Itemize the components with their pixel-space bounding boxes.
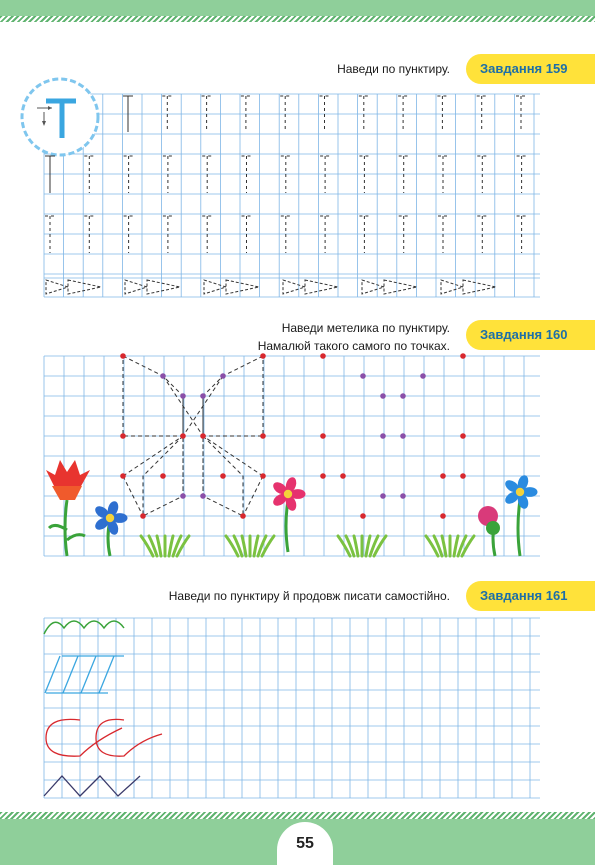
dot-to-connect [340, 473, 346, 479]
dashed-arrow [384, 280, 417, 294]
flower-center [106, 514, 114, 522]
thistle-base [486, 521, 500, 535]
dashed-arrow [46, 280, 68, 294]
dot-to-connect [320, 473, 326, 479]
dot-to-connect [380, 493, 386, 499]
slant-line [63, 656, 78, 693]
dot-to-connect [320, 353, 326, 359]
butterfly-dot [180, 493, 186, 499]
flower-center [516, 488, 524, 496]
task-160-instruction-line1: Наведи метелика по пунктиру. [281, 321, 450, 335]
flower-center [284, 490, 292, 498]
task-159-badge: Завдання 159 [466, 54, 595, 84]
dot-to-connect [420, 373, 426, 379]
slant-line [81, 656, 96, 693]
task-161-instruction: Наведи по пунктиру й продовж писати самостійно. [168, 589, 450, 603]
dot-to-connect [360, 373, 366, 379]
tulip-head [46, 460, 90, 488]
flower-stem [518, 500, 520, 556]
task-160-instruction-line2: Намалюй такого самого по точках. [257, 339, 450, 353]
butterfly-dot [160, 373, 166, 379]
task-161-badge: Завдання 161 [466, 581, 595, 611]
slant-line [99, 656, 114, 693]
letter-card [22, 79, 98, 155]
butterfly-dot [260, 353, 266, 359]
butterfly-dot [200, 393, 206, 399]
grass [169, 536, 173, 556]
dashed-arrows [46, 280, 496, 294]
dot-to-connect [400, 393, 406, 399]
wave-pattern [44, 621, 124, 634]
task-159-instruction: Наведи по пунктиру. [337, 62, 450, 76]
grass [454, 536, 458, 556]
butterfly-dot [200, 493, 206, 499]
grass [354, 536, 358, 556]
bottom-hatch [0, 812, 595, 819]
loop-pattern [46, 719, 122, 756]
dashed-arrow [226, 280, 259, 294]
butterfly-dot [200, 433, 206, 439]
butterfly-dot [180, 433, 186, 439]
grass [254, 536, 258, 556]
butterfly-dot [160, 473, 166, 479]
dashed-arrow [441, 280, 463, 294]
dot-to-connect [400, 433, 406, 439]
dashed-arrow [283, 280, 305, 294]
grass [366, 536, 370, 556]
dot-to-connect [380, 393, 386, 399]
dot-to-connect [460, 473, 466, 479]
butterfly-dot [220, 473, 226, 479]
zigzag-pattern [44, 776, 140, 796]
butterfly-dot [120, 473, 126, 479]
slant-line [45, 656, 60, 693]
page-number: 55 [277, 822, 333, 868]
task-160-badge: Завдання 160 [466, 320, 595, 350]
tulip-base [52, 486, 82, 500]
butterfly-dot [260, 433, 266, 439]
dot-to-connect [320, 433, 326, 439]
dot-to-connect [440, 513, 446, 519]
dashed-arrow [362, 280, 384, 294]
dot-to-connect [460, 433, 466, 439]
dot-to-connect [380, 433, 386, 439]
butterfly-dot [220, 373, 226, 379]
dot-to-connect [400, 493, 406, 499]
grass [242, 536, 246, 556]
butterfly-dot [120, 433, 126, 439]
dashed-arrow [147, 280, 180, 294]
dashed-arrow [125, 280, 147, 294]
butterfly-dot [240, 513, 246, 519]
flower-leaf [49, 525, 85, 540]
butterfly-dot [120, 353, 126, 359]
dashed-arrow [463, 280, 496, 294]
dot-to-connect [360, 513, 366, 519]
dashed-arrow [305, 280, 338, 294]
butterfly-dot [260, 473, 266, 479]
grid-lines [44, 94, 540, 798]
butterfly-dot [180, 393, 186, 399]
dot-to-connect [440, 473, 446, 479]
butterfly-dot [140, 513, 146, 519]
grass [442, 536, 446, 556]
flower-stem [286, 500, 288, 552]
dot-to-connect [460, 353, 466, 359]
grass [157, 536, 161, 556]
dashed-letters [45, 96, 527, 253]
dashed-arrow [204, 280, 226, 294]
dashed-arrow [68, 280, 101, 294]
